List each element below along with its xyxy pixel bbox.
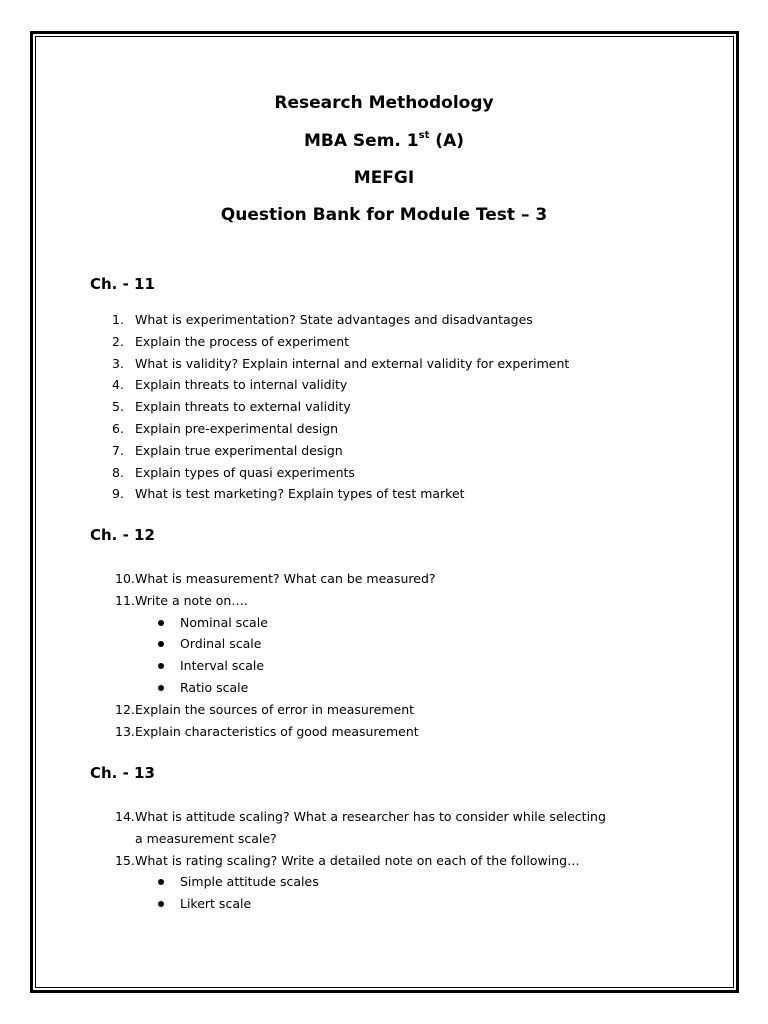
bullet-icon: [158, 901, 164, 907]
chapter-12-question-list: [0, 568, 768, 742]
bullet-icon: [158, 879, 164, 885]
bullet-item: [0, 655, 768, 677]
question-item: [0, 440, 768, 462]
semester-superscript: st: [418, 130, 430, 142]
question-text: Explain the process of experiment: [135, 333, 350, 349]
question-item: [0, 850, 768, 915]
question-number: 4.: [112, 377, 124, 393]
bullet-item: [0, 633, 768, 655]
question-item: [0, 396, 768, 418]
chapter-13-question-list: [0, 806, 768, 915]
question-text: Explain threats to internal validity: [135, 377, 348, 393]
institute-title: MEFGI: [353, 168, 415, 188]
bullet-item: [0, 893, 768, 915]
question-item: [0, 568, 768, 590]
scale-bullet-list: [135, 612, 768, 699]
question-text: Explain pre-experimental design: [135, 420, 339, 436]
question-number: 1.: [112, 312, 124, 327]
bullet-item: [0, 871, 768, 893]
question-item: [0, 699, 768, 721]
question-number: 14.: [115, 809, 135, 824]
bullet-item: [0, 677, 768, 699]
question-text: What is rating scaling? Write a detailed note on each of the following…: [135, 852, 580, 868]
bullet-icon: [158, 685, 164, 691]
question-item: [0, 418, 768, 440]
semester-title: [0, 130, 768, 152]
question-item: [0, 721, 768, 743]
bullet-text: Interval scale: [180, 658, 265, 674]
question-number: 5.: [112, 399, 124, 415]
chapter-heading-13: Ch. - 13: [90, 764, 155, 782]
question-text: Explain the sources of error in measurement: [135, 701, 415, 717]
bullet-icon: [158, 641, 164, 647]
semester-main: MBA Sem. 1: [303, 131, 419, 151]
question-text: What is experimentation? State advantages and disadvantages: [135, 312, 533, 327]
bullet-text: Nominal scale: [180, 614, 268, 630]
question-item: [0, 483, 768, 505]
question-item: [0, 353, 768, 375]
bullet-text: Simple attitude scales: [180, 874, 319, 890]
bullet-item: [0, 612, 768, 634]
bullet-text: Ordinal scale: [180, 636, 262, 652]
question-item: [0, 374, 768, 396]
question-number: 15.: [115, 852, 135, 868]
question-number: 8.: [112, 464, 124, 480]
question-text: What is validity? Explain internal and external validity for experiment: [135, 355, 570, 371]
question-text: What is attitude scaling? What a researcher has to consider while selecting a measurement scale?: [135, 809, 606, 846]
question-number: 12.: [115, 701, 135, 717]
bullet-icon: [158, 620, 164, 626]
question-text: Explain types of quasi experiments: [135, 464, 355, 480]
bullet-text: Likert scale: [180, 896, 252, 912]
question-text: Explain threats to external validity: [135, 399, 351, 415]
question-text: Explain characteristics of good measurement: [135, 723, 419, 739]
question-number: 7.: [112, 442, 124, 458]
question-item: [0, 462, 768, 484]
scale-bullet-list: [135, 871, 768, 915]
semester-section: (A): [429, 131, 464, 151]
chapter-11-question-list: [0, 309, 768, 505]
bullet-text: Ratio scale: [180, 679, 249, 695]
question-text: Explain true experimental design: [135, 442, 343, 458]
question-number: 10.: [115, 571, 135, 586]
question-text: Write a note on….: [135, 592, 248, 608]
chapter-heading-11: Ch. - 11: [90, 275, 155, 293]
question-number: 11.: [115, 592, 135, 608]
question-text: What is measurement? What can be measured?: [135, 571, 436, 586]
course-title: Research Methodology: [274, 93, 494, 113]
bullet-icon: [158, 663, 164, 669]
question-item: [0, 590, 768, 699]
question-number: 2.: [112, 333, 124, 349]
question-number: 13.: [115, 723, 135, 739]
chapter-heading-12: Ch. - 12: [90, 526, 155, 544]
question-number: 6.: [112, 420, 124, 436]
question-number: 9.: [112, 486, 124, 502]
question-item: [0, 309, 768, 331]
question-bank-title: Question Bank for Module Test – 3: [220, 205, 548, 225]
question-item: [0, 331, 768, 353]
question-text: What is test marketing? Explain types of test market: [135, 486, 465, 502]
question-number: 3.: [112, 355, 124, 371]
question-item: [0, 806, 768, 850]
